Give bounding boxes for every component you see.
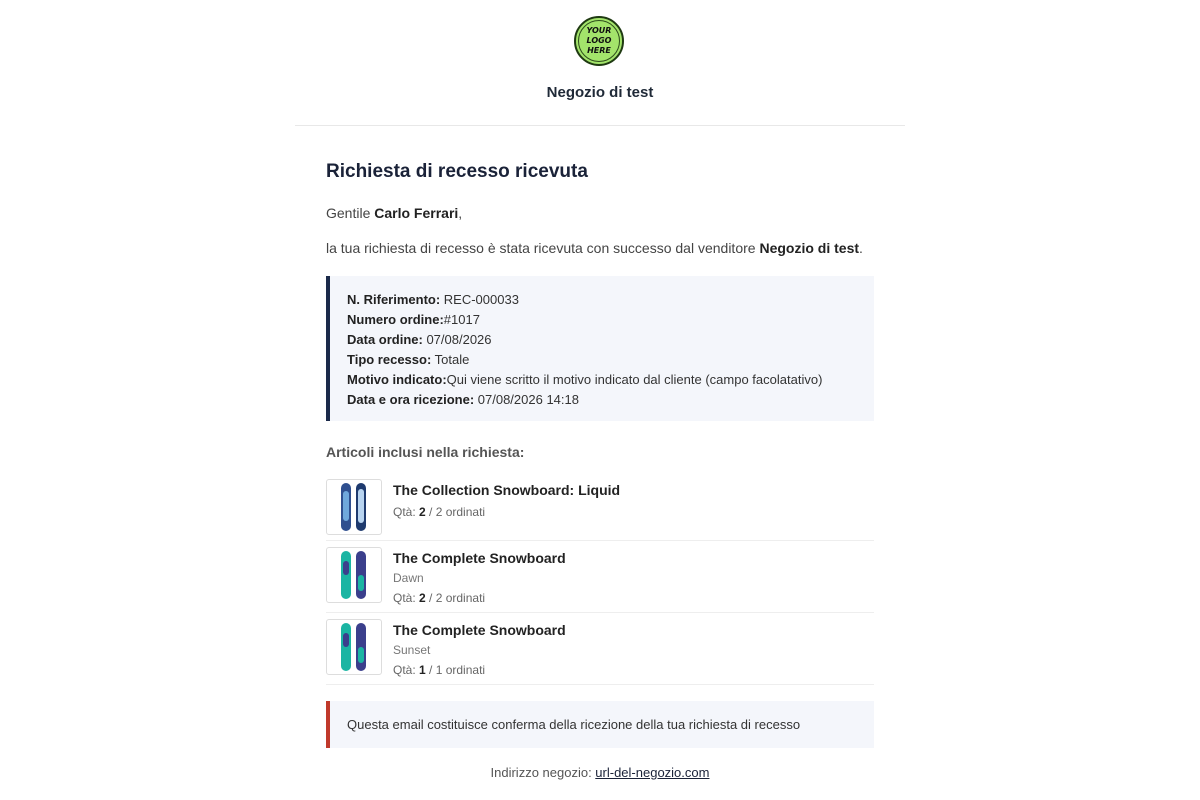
logo-text: YOUR LOGO HERE [586, 26, 612, 55]
item-name: The Complete Snowboard [393, 550, 566, 566]
snowboard-icon [339, 621, 369, 673]
list-item [326, 479, 874, 541]
intro-text: la tua richiesta di recesso è stata ricevuta con successo dal venditore Negozio di test. [326, 240, 863, 256]
reason-line: Motivo indicato:Qui viene scritto il motivo indicato dal cliente (campo facolatativo) [347, 372, 823, 387]
item-quantity: Qtà: 1 / 1 ordinati [393, 663, 486, 677]
item-quantity: Qtà: 2 / 2 ordinati [393, 591, 486, 605]
shop-logo [574, 16, 624, 66]
product-thumbnail [326, 619, 382, 675]
items-title: Articoli inclusi nella richiesta: [326, 444, 525, 460]
shop-name: Negozio di test [546, 84, 654, 101]
footer: Indirizzo negozio: url-del-negozio.com [490, 765, 710, 780]
list-item [326, 619, 874, 685]
product-thumbnail [326, 479, 382, 535]
confirmation-notice: Questa email costituisce conferma della ricezione della tua richiesta di recesso [326, 701, 874, 748]
item-variant: Sunset [393, 643, 431, 657]
email-title: Richiesta di recesso ricevuta [326, 161, 588, 182]
snowboard-icon [339, 481, 369, 533]
item-name: The Collection Snowboard: Liquid [393, 482, 621, 498]
header-divider [295, 125, 905, 126]
list-item [326, 547, 874, 613]
item-variant: Dawn [393, 571, 424, 585]
item-name: The Complete Snowboard [393, 622, 566, 638]
product-thumbnail [326, 547, 382, 603]
reference-line: N. Riferimento: REC-000033 [347, 292, 519, 307]
request-info-box [326, 276, 874, 421]
email-content [326, 160, 874, 732]
greeting: Gentile Carlo Ferrari, [326, 205, 463, 221]
seller-name: Negozio di test [759, 240, 860, 256]
shop-url-link[interactable]: url-del-negozio.com [595, 765, 710, 780]
item-quantity: Qtà: 2 / 2 ordinati [393, 505, 486, 519]
snowboard-icon [339, 549, 369, 601]
withdrawal-type-line: Tipo recesso: Totale [347, 352, 470, 367]
customer-name: Carlo Ferrari [374, 205, 459, 221]
order-number-line: Numero ordine:#1017 [347, 312, 480, 327]
order-date-line: Data ordine: 07/08/2026 [347, 332, 492, 347]
received-datetime-line: Data e ora ricezione: 07/08/2026 14:18 [347, 392, 579, 407]
